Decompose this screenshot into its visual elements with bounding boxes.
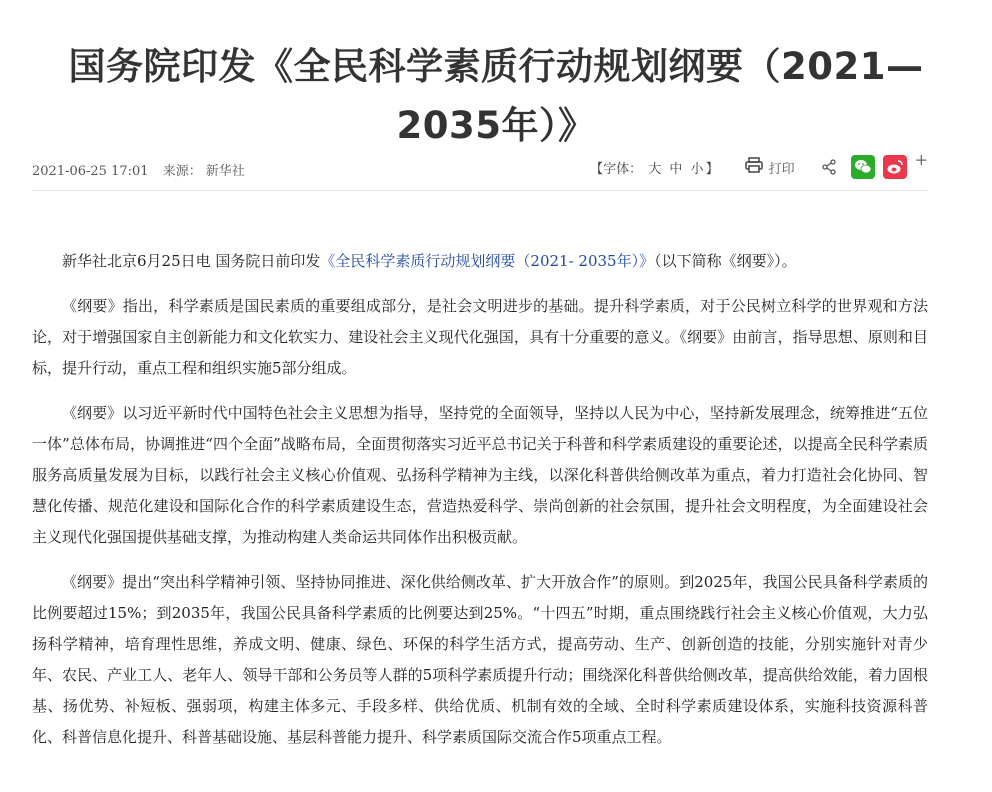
print-button[interactable] (745, 157, 795, 177)
meta-info (32, 160, 255, 179)
source-label: 来源： (162, 164, 202, 179)
weibo-share-icon[interactable] (883, 155, 907, 179)
source-name: 新华社 (205, 164, 245, 179)
paragraph-1-lead: 新华社北京6月25日电 国务院日前印发 (62, 252, 321, 270)
font-size-small-button[interactable]: 小 (690, 161, 704, 177)
paragraph-2: 《纲要》指出，科学素质是国民素质的重要组成部分，是社会文明进步的基础。提升科学素质，对于公民树立科学的世界观和方法论，对于增强国家自主创新能力和文化软实力、建设社会主义现代化强国，具有十分重要的意义。《纲要》由前言，指导思想、原则和目标，提升行动，重点工程和组织实施5部分组成。 (32, 297, 928, 377)
font-size-switcher (590, 158, 719, 177)
outline-document-link[interactable]: 《全民科学素质行动规划纲要（2021- 2035年）》 (320, 252, 655, 270)
paragraph-3: 《纲要》以习近平新时代中国特色社会主义思想为指导，坚持党的全面领导，坚持以人民为中心，坚持新发展理念，统筹推进“五位一体”总体布局，协调推进“四个全面”战略布局，全面贯彻落实习近平总书记关于科普和科学素质建设的重要论述，以提高全民科学素质服务高质量发展为目标，以践行社会主义核心价值观、弘扬科学精神为主线，以深化科普供给侧改革为重点，着力打造社会化协同、智慧化传播、规范化建设和国际化合作的科学素质建设生态，营造热爱科学、崇尚创新的社会氛围，提升社会文明程度，为全面建设社会主义现代化强国提供基础支撑，为推动构建人类命运共同体作出积极贡献。 (32, 404, 928, 546)
share-icon[interactable] (821, 159, 837, 175)
publish-datetime: 2021-06-25 17:01 (32, 164, 149, 179)
article-body (32, 246, 928, 767)
font-size-medium-button[interactable]: 中 (669, 161, 683, 177)
printer-icon (745, 157, 769, 177)
article-toolbar (590, 149, 928, 182)
font-size-large-button[interactable]: 大 (648, 161, 662, 177)
article-meta-bar (32, 150, 928, 191)
wechat-share-icon[interactable] (851, 155, 875, 179)
article-headline: 国务院印发《全民科学素质行动规划纲要（2021—2035年）》 (68, 44, 924, 147)
more-share-icon[interactable]: + (914, 149, 928, 169)
paragraph-1-tail: （以下简称《纲要》）。 (654, 252, 797, 270)
print-label: 打印 (768, 161, 795, 177)
paragraph-4: 《纲要》提出“突出科学精神引领、坚持协同推进、深化供给侧改革、扩大开放合作”的原则。到2025年，我国公民具备科学素质的比例要超过15%；到2035年，我国公民具备科学素质的比例要达到25%。“十四五”时期，重点围绕践行社会主义核心价值观，大力弘扬科学精神，培育理性思维，养成文明、健康、绿色、环保的科学生活方式，提高劳动、生产、创新创造的技能，分别实施针对青少年、农民、产业工人、老年人、领导干部和公务员等人群的5项科学素质提升行动；围绕深化科普供给侧改革，提高供给效能，着力固根基、扬优势、补短板、强弱项，构建主体多元、手段多样、供给优质、机制有效的全域、全时科学素质建设体系，实施科技资源科普化、科普信息化提升、科普基础设施、基层科普能力提升、科学素质国际交流合作5项重点工程。 (32, 573, 928, 746)
font-size-prefix: 【字体： (590, 161, 643, 177)
font-size-suffix: 】 (705, 161, 719, 177)
paragraph-1 (32, 246, 928, 277)
